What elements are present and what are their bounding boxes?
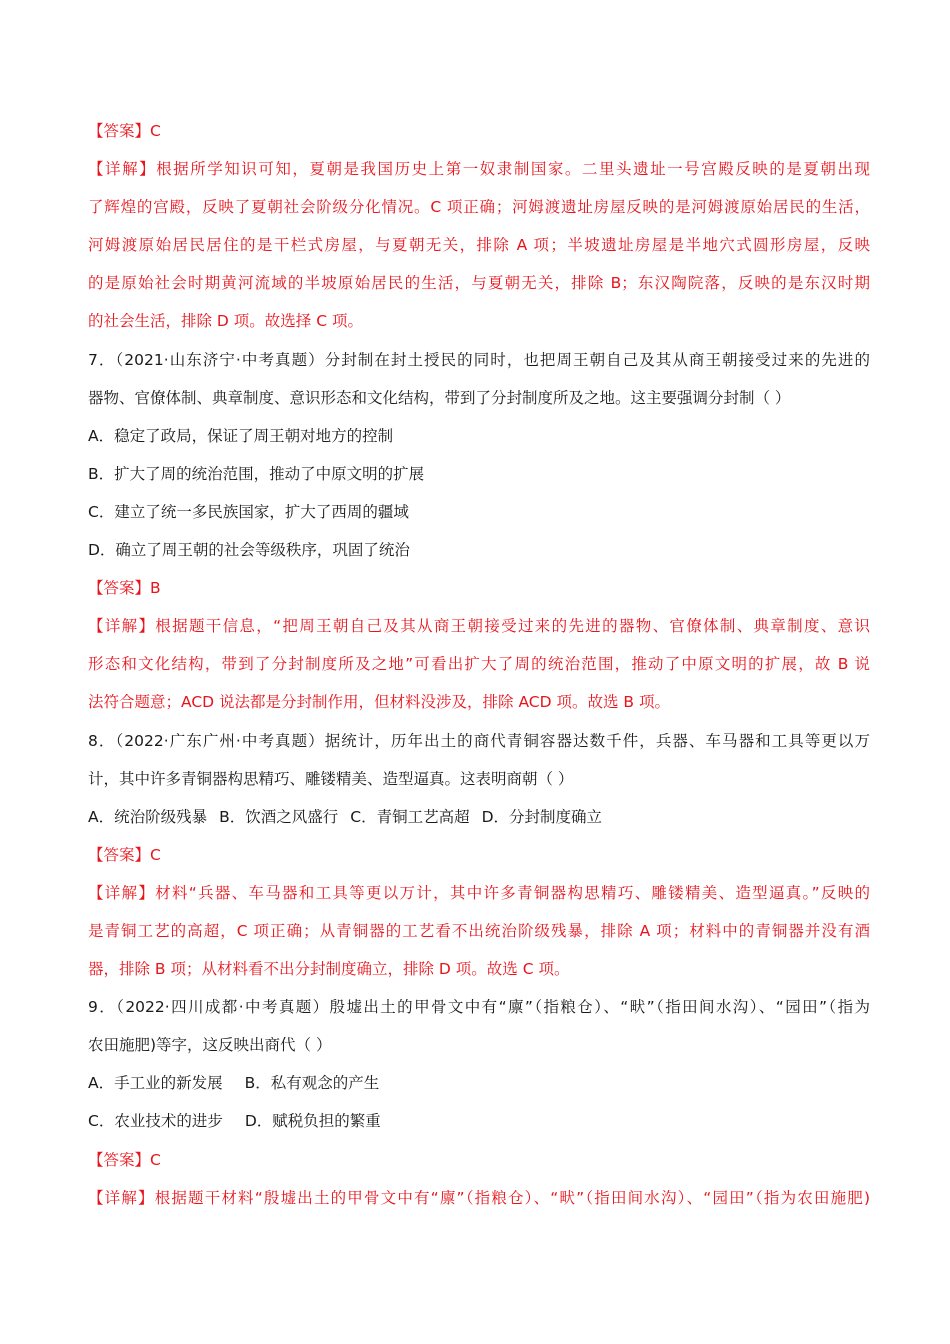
q8-option-a: A．统治阶级残暴: [88, 807, 208, 826]
q9-options-row-2: [88, 1102, 870, 1140]
q6-answer: 【答案】C: [88, 122, 161, 140]
q7-option-c: C．建立了统一多民族国家，扩大了西周的疆域: [88, 502, 409, 521]
q6-detail-line-5: 的社会生活，排除 D 项。故选择 C 项。: [88, 312, 363, 331]
q6-detail-line-1: 【详解】根据所学知识可知，夏朝是我国历史上第一奴隶制国家。二里头遗址一号宫殿反映的是夏朝出现: [88, 160, 870, 179]
q8-options-row: [88, 798, 870, 836]
q7-stem-line-1: 7．（2021·山东济宁·中考真题）分封制在封土授民的同时，也把周王朝自己及其从商王朝接受过来的先进的: [88, 350, 870, 369]
q7-stem-line-2: 器物、官僚体制、典章制度、意识形态和文化结构，带到了分封制度所及之地。这主要强调分封制（ ）: [88, 388, 791, 407]
q8-option-b: B．饮酒之风盛行: [219, 807, 339, 826]
q9-stem-line-2: 农田施肥)等字，这反映出商代（ ）: [88, 1036, 332, 1055]
q7-detail-line-3: 法符合题意；ACD 说法都是分封制作用，但材料没涉及，排除 ACD 项。故选 B 项。: [88, 693, 670, 712]
q7-option-b: B．扩大了周的统治范围，推动了中原文明的扩展: [88, 464, 425, 483]
q8-detail-line-3: 器，排除 B 项；从材料看不出分封制度确立，排除 D 项。故选 C 项。: [88, 960, 570, 979]
q9-answer: 【答案】C: [88, 1150, 161, 1169]
q8-stem-line-2: 计，其中许多青铜器构思精巧、雕镂精美、造型逼真。这表明商朝（ ）: [88, 769, 574, 788]
document-page: [88, 112, 870, 1217]
q8-option-c: C．青铜工艺高超: [350, 807, 470, 826]
q6-detail-line-3: 河姆渡原始居民居住的是干栏式房屋，与夏朝无关，排除 A 项；半坡遗址房屋是半地穴式圆形房屋，反映: [88, 236, 870, 255]
q8-answer: 【答案】C: [88, 845, 161, 864]
q7-detail-line-2: 形态和文化结构，带到了分封制度所及之地”可看出扩大了周的统治范围，推动了中原文明的扩展，故 B 说: [88, 655, 870, 674]
q9-stem-line-1: 9．（2022·四川成都·中考真题）殷墟出土的甲骨文中有“廪”（指粮仓）、“畎”（指田间水沟）、“园田”（指为: [88, 998, 870, 1017]
q7-option-a: A．稳定了政局，保证了周王朝对地方的控制: [88, 426, 394, 445]
q8-stem-line-1: 8．（2022·广东广州·中考真题）据统计，历年出土的商代青铜容器达数千件，兵器、车马器和工具等更以万: [88, 731, 870, 750]
q9-detail-line-1: 【详解】根据题干材料“殷墟出土的甲骨文中有“廪”（指粮仓）、“畎”（指田间水沟）、“园田”（指为农田施肥): [88, 1188, 870, 1207]
q7-answer: 【答案】B: [88, 579, 161, 598]
q9-option-c: C．农业技术的进步: [88, 1112, 223, 1131]
q6-detail-line-2: 了辉煌的宫殿，反映了夏朝社会阶级分化情况。C 项正确；河姆渡遗址房屋反映的是河姆渡原始居民的生活，: [88, 198, 870, 217]
q6-detail-line-4: 的是原始社会时期黄河流域的半坡原始居民的生活，与夏朝无关，排除 B；东汉陶院落，反映的是东汉时期: [88, 274, 870, 293]
q9-options-row-1: [88, 1064, 870, 1102]
q9-option-b: B．私有观念的产生: [244, 1074, 380, 1093]
q7-option-d: D．确立了周王朝的社会等级秩序，巩固了统治: [88, 541, 410, 560]
q8-option-d: D．分封制度确立: [481, 807, 603, 826]
q9-option-d: D．赋税负担的繁重: [244, 1112, 381, 1131]
q8-detail-line-2: 是青铜工艺的高超，C 项正确；从青铜器的工艺看不出统治阶级残暴，排除 A 项；材料中的青铜器并没有酒: [88, 921, 870, 940]
q7-detail-line-1: 【详解】根据题干信息，“把周王朝自己及其从商王朝接受过来的先进的器物、官僚体制、典章制度、意识: [88, 617, 870, 636]
q9-option-a: A．手工业的新发展: [88, 1074, 223, 1093]
q8-detail-line-1: 【详解】材料“兵器、车马器和工具等更以万计，其中许多青铜器构思精巧、雕镂精美、造型逼真。”反映的: [88, 883, 870, 902]
